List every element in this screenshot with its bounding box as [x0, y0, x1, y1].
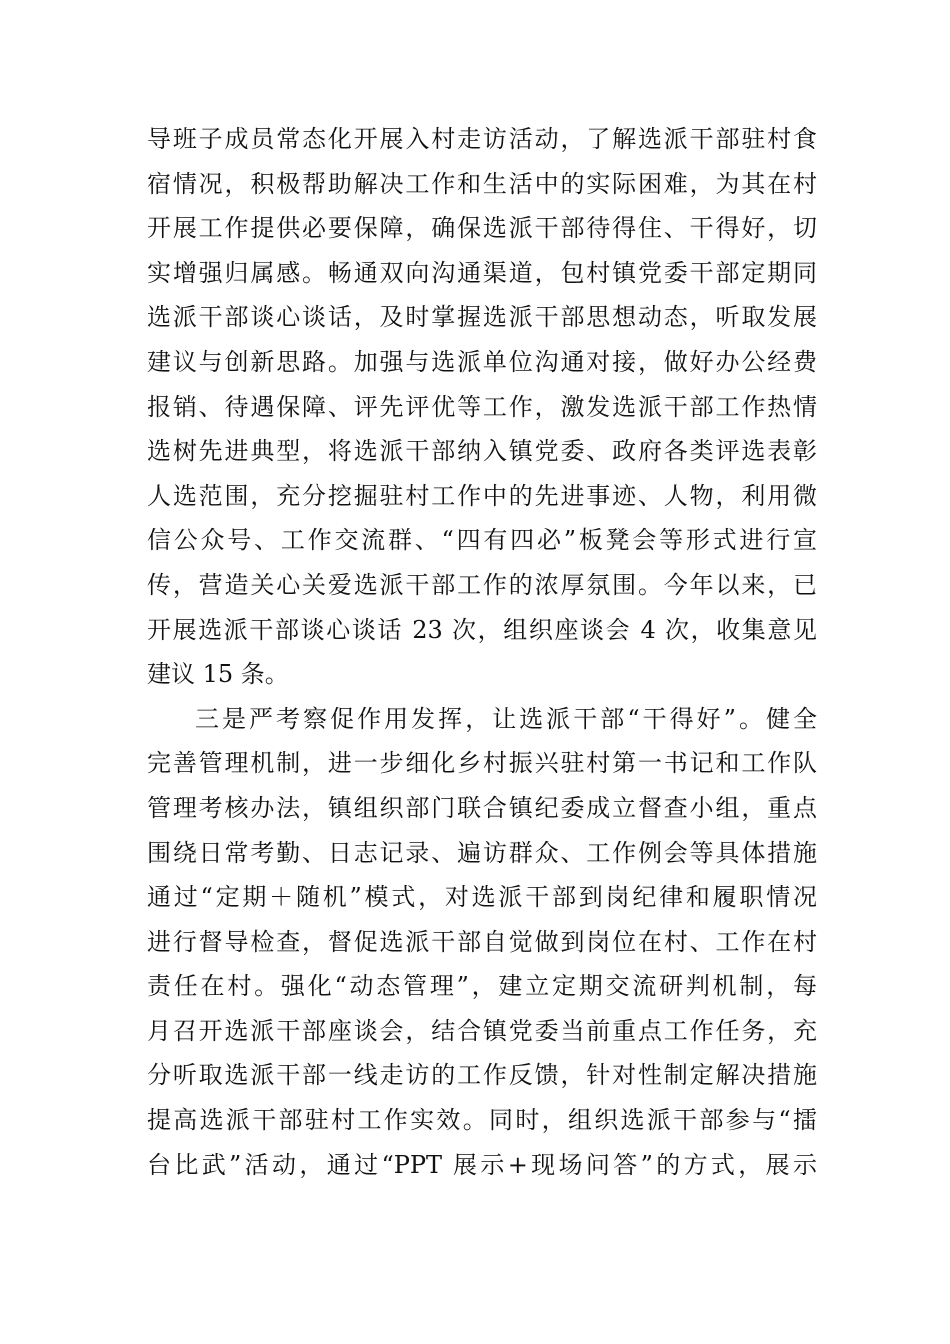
text-line: 月召开选派干部座谈会，结合镇党委当前重点工作任务，充 [147, 1016, 817, 1045]
text-line: 实增强归属感。畅通双向沟通渠道，包村镇党委干部定期同 [147, 258, 817, 287]
text-line: 选派干部谈心谈话，及时掌握选派干部思想动态，听取发展 [147, 303, 817, 332]
text-line: 围绕日常考勤、日志记录、遍访群众、工作例会等具体措施 [147, 838, 817, 867]
text-line: 导班子成员常态化开展入村走访活动，了解选派干部驻村食 [147, 125, 817, 153]
paragraph-start-line: 三是严考察促作用发挥，让选派干部“干得好”。健全 [195, 704, 817, 733]
text-line: 进行督导检查，督促选派干部自觉做到岗位在村、工作在村 [147, 927, 817, 956]
text-line: 建议与创新思路。加强与选派单位沟通对接，做好办公经费 [147, 347, 817, 376]
text-line: 责任在村。强化“动态管理”，建立定期交流研判机制，每 [147, 972, 817, 1001]
text-line: 信公众号、工作交流群、“四有四必”板凳会等形式进行宣 [147, 526, 817, 555]
text-line: 宿情况，积极帮助解决工作和生活中的实际困难，为其在村 [147, 169, 817, 198]
text-line: 选树先进典型，将选派干部纳入镇党委、政府各类评选表彰 [147, 437, 817, 466]
text-line: 通过“定期＋随机”模式，对选派干部到岗纪律和履职情况 [147, 883, 817, 912]
text-line: 人选范围，充分挖掘驻村工作中的先进事迹、人物，利用微 [147, 481, 817, 510]
text-line: 完善管理机制，进一步细化乡村振兴驻村第一书记和工作队 [147, 749, 817, 778]
text-line: 开展选派干部谈心谈话 23 次，组织座谈会 4 次，收集意见 [147, 615, 817, 644]
text-line: 传，营造关心关爱选派干部工作的浓厚氛围。今年以来，已 [147, 570, 817, 599]
text-line: 管理考核办法，镇组织部门联合镇纪委成立督查小组，重点 [147, 793, 817, 822]
text-line: 提高选派干部驻村工作实效。同时，组织选派干部参与“擂 [147, 1106, 817, 1135]
body-text [147, 117, 817, 1187]
text-line: 开展工作提供必要保障，确保选派干部待得住、干得好，切 [147, 214, 817, 243]
text-line: 分听取选派干部一线走访的工作反馈，针对性制定解决措施 [147, 1061, 817, 1090]
text-line: 报销、待遇保障、评先评优等工作，激发选派干部工作热情 [147, 392, 817, 421]
text-line: 台比武”活动，通过“PPT 展示+现场问答”的方式，展示 [147, 1150, 817, 1179]
text-line: 建议 15 条。 [147, 660, 289, 689]
